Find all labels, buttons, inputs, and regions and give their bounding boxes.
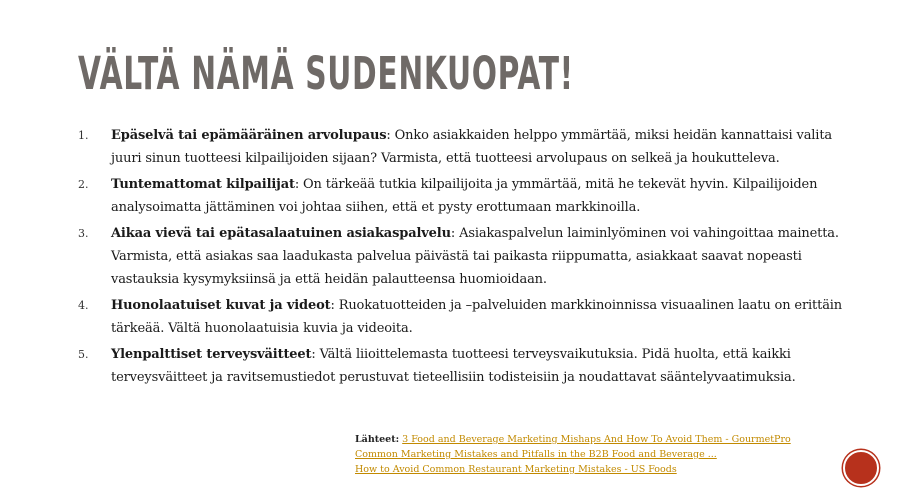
source-link[interactable]: Common Marketing Mistakes and Pitfalls in the B2B Food and Beverage ...	[355, 449, 717, 460]
list-item-heading: Huonolaatuiset kuvat ja videot	[111, 298, 331, 313]
list-item-text	[111, 222, 848, 291]
sources-line	[355, 462, 791, 477]
slide-badge-circle	[843, 450, 879, 486]
list-item-body: : Vältä liioittelemasta tuotteesi terveysvaikutuksia. Pidä huolta, että kaikki terveysväitteet ja ravitsemustiedot perustuvat tieteellisiin todisteisiin ja noudattavat sääntelyvaatimuksia.	[111, 347, 796, 385]
list-item-body: : On tärkeää tutkia kilpailijoita ja ymmärtää, mitä he tekevät hyvin. Kilpailijoiden analysoimatta jättäminen voi johtaa siihen, että et pysty erottumaan markkinoilla.	[111, 177, 818, 215]
list-item-heading: Ylenpalttiset terveysväitteet	[111, 347, 312, 362]
list-item-heading: Epäselvä tai epämääräinen arvolupaus	[111, 128, 387, 143]
source-link[interactable]: How to Avoid Common Restaurant Marketing Mistakes - US Foods	[355, 464, 677, 475]
list-number: 4.	[78, 299, 89, 312]
sources-line	[355, 447, 791, 462]
list-number: 5.	[78, 348, 89, 361]
list-item-text	[111, 343, 848, 389]
list-item	[78, 124, 848, 170]
list-number: 1.	[78, 129, 89, 142]
sources	[355, 432, 791, 477]
list-item	[78, 173, 848, 219]
source-link[interactable]: 3 Food and Beverage Marketing Mishaps And How To Avoid Them - GourmetPro	[402, 434, 791, 445]
sources-label: Lähteet:	[355, 434, 400, 445]
list-item-heading: Tuntemattomat kilpailijat	[111, 177, 295, 192]
list-number: 3.	[78, 227, 89, 240]
list-item	[78, 294, 848, 340]
slide-title: VÄLTÄ NÄMÄ SUDENKUOPAT!	[78, 47, 574, 100]
list-item-text	[111, 173, 848, 219]
list-item-heading: Aikaa vievä tai epätasalaatuinen asiakaspalvelu	[111, 226, 451, 241]
list-item-text	[111, 294, 848, 340]
pitfall-list	[78, 124, 848, 392]
list-item	[78, 222, 848, 291]
sources-line	[355, 432, 791, 447]
list-item-body: : Ruokatuotteiden ja –palveluiden markkinoinnissa visuaalinen laatu on erittäin tärkeää. Vältä huonolaatuisia kuvia ja videoita.	[111, 298, 843, 336]
list-item	[78, 343, 848, 389]
list-number: 2.	[78, 178, 89, 191]
list-item-text	[111, 124, 848, 170]
list-item-body: : Onko asiakkaiden helppo ymmärtää, miksi heidän kannattaisi valita juuri sinun tuotteesi kilpailijoiden sijaan? Varmista, että tuotteesi arvolupaus on selkeä ja houkutteleva.	[111, 128, 832, 166]
list-item-body: : Asiakaspalvelun laiminlyöminen voi vahingoittaa mainetta. Varmista, että asiakas saa laadukasta palvelua päivästä tai paikasta riippumatta, asiakkaat saavat nopeasti vastauksia kysymyksiinsä ja että heidän palautteensa huomioidaan.	[111, 226, 839, 287]
